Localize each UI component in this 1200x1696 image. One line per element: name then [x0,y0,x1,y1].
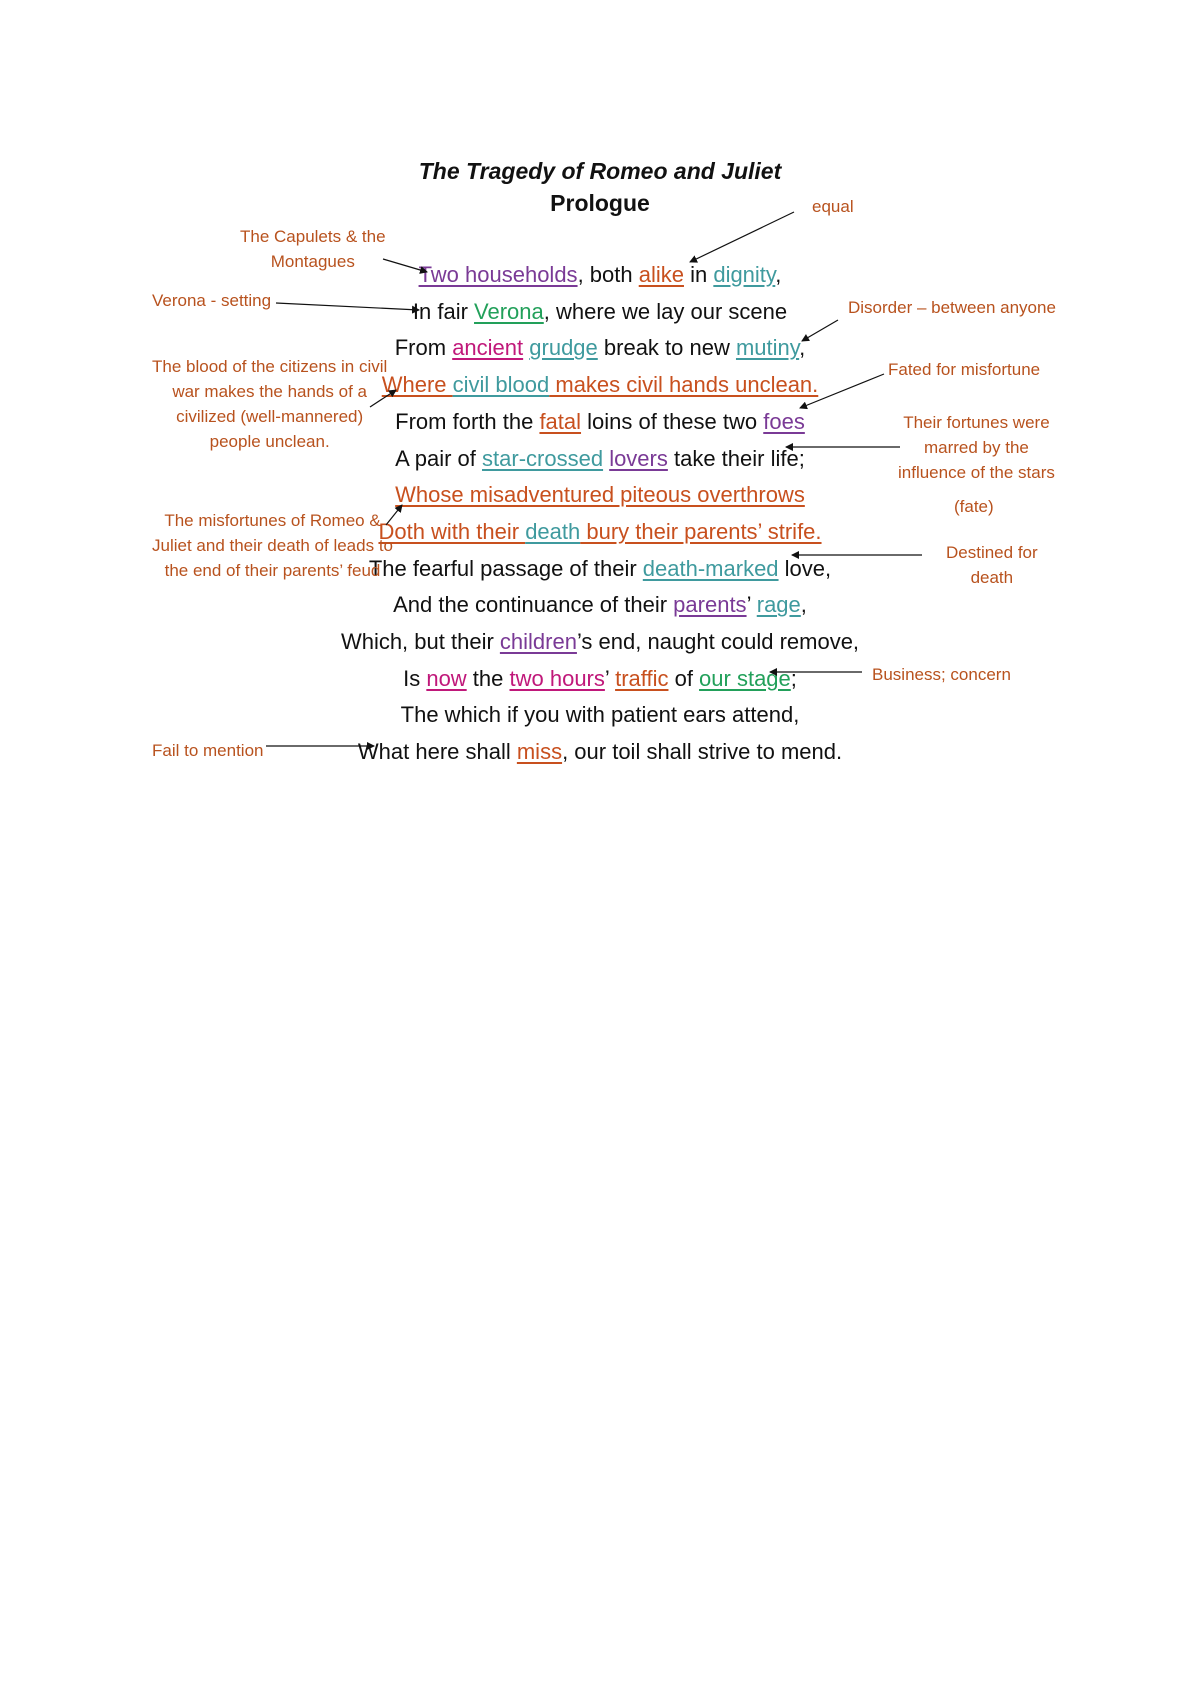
poem-text: ’ [746,592,757,618]
note-fated: Fated for misfortune [888,360,1041,379]
highlighted-word: alike [638,262,684,287]
poem-line [0,262,1200,288]
poem-text: , both [577,262,639,287]
poem-text: And the continuance of their [393,592,674,618]
poem-line [0,666,1200,692]
poem-line [0,629,1200,655]
highlighted-word: our stage [699,665,791,691]
highlighted-word: makes civil hands unclean. [549,372,819,398]
poem-line [0,702,1200,728]
highlighted-word: miss [516,739,563,765]
poem-text: , where we lay our scene [543,298,788,324]
poem-text: in [683,262,714,287]
poem-text: ’s end, naught could remove, [576,629,860,654]
note-equal: equal [812,197,854,216]
poem-text: , [799,335,806,361]
poem-text: , our toil shall strive to mend. [562,739,843,765]
poem-text: From [394,335,453,361]
poem-text: A pair of [395,445,483,471]
poem-line [0,482,1200,508]
poem-text: ; [790,665,797,691]
highlighted-word: parents [673,592,747,618]
poem-line [0,592,1200,618]
highlighted-word: two hours [509,665,605,691]
poem-text: the [466,665,510,691]
highlighted-word: Where [381,372,453,398]
note-disorder: Disorder – between anyone [848,298,1056,317]
highlighted-word: fatal [539,408,582,434]
note-fate: (fate) [954,497,994,516]
note-verona: Verona - setting [152,291,272,310]
highlighted-word: ancient [452,335,524,361]
highlighted-word: lovers [609,445,668,471]
document-title: The Tragedy of Romeo and Juliet [418,158,782,184]
highlighted-word: grudge [529,335,598,361]
highlighted-word: star-crossed [482,445,604,471]
note-fortunes: Their fortunes were marred by the influence of the stars [898,413,1055,482]
poem-text: Is [403,665,427,691]
highlighted-word: death [525,518,581,544]
highlighted-word: rage [756,592,801,618]
note-destined: Destined for death [946,543,1038,587]
poem-text: break to new [597,335,736,361]
poem-text: love, [778,555,832,581]
highlighted-word: dignity [713,262,776,287]
poem-text: The fearful passage of their [368,555,643,581]
poem-text: take their life; [667,445,805,471]
highlighted-word: children [499,629,577,654]
highlighted-word: Doth with their [378,518,526,544]
arrow-equal [690,212,794,262]
poem-text: ’ [604,665,616,691]
note-fail-to-mention: Fail to mention [152,741,264,760]
poem-text: , [775,262,782,287]
note-business: Business; concern [872,665,1011,684]
poem-text: What here shall [357,739,517,765]
poem-text: The which if you with patient ears attend, [400,702,800,728]
note-capulets: The Capulets & the Montagues [240,227,386,271]
poem-text: In fair [412,298,475,324]
poem-text: loins of these two [581,408,764,434]
highlighted-word: bury their parents’ strife. [580,518,822,544]
highlighted-word: Two households [418,262,578,287]
note-blood: The blood of the citizens in civil war makes the hands of a civilized (well-mannered) people unclean. [152,357,388,451]
highlighted-word: Whose misadventured piteous overthrows [395,482,805,508]
highlighted-word: civil blood [452,372,550,398]
poem-text: of [668,665,700,691]
note-misfortunes: The misfortunes of Romeo & Juliet and their death of leads to the end of their parents’ feud [152,511,393,580]
document-subtitle: Prologue [550,190,650,216]
highlighted-word: death-marked [642,555,779,581]
highlighted-word: foes [763,408,805,434]
poem-text: , [800,592,807,618]
highlighted-word: mutiny [735,335,800,361]
highlighted-word: traffic [615,665,669,691]
poem-text: Which, but their [340,629,500,654]
poem-text: From forth the [395,408,540,434]
highlighted-word: Verona [474,298,544,324]
highlighted-word: now [426,665,467,691]
